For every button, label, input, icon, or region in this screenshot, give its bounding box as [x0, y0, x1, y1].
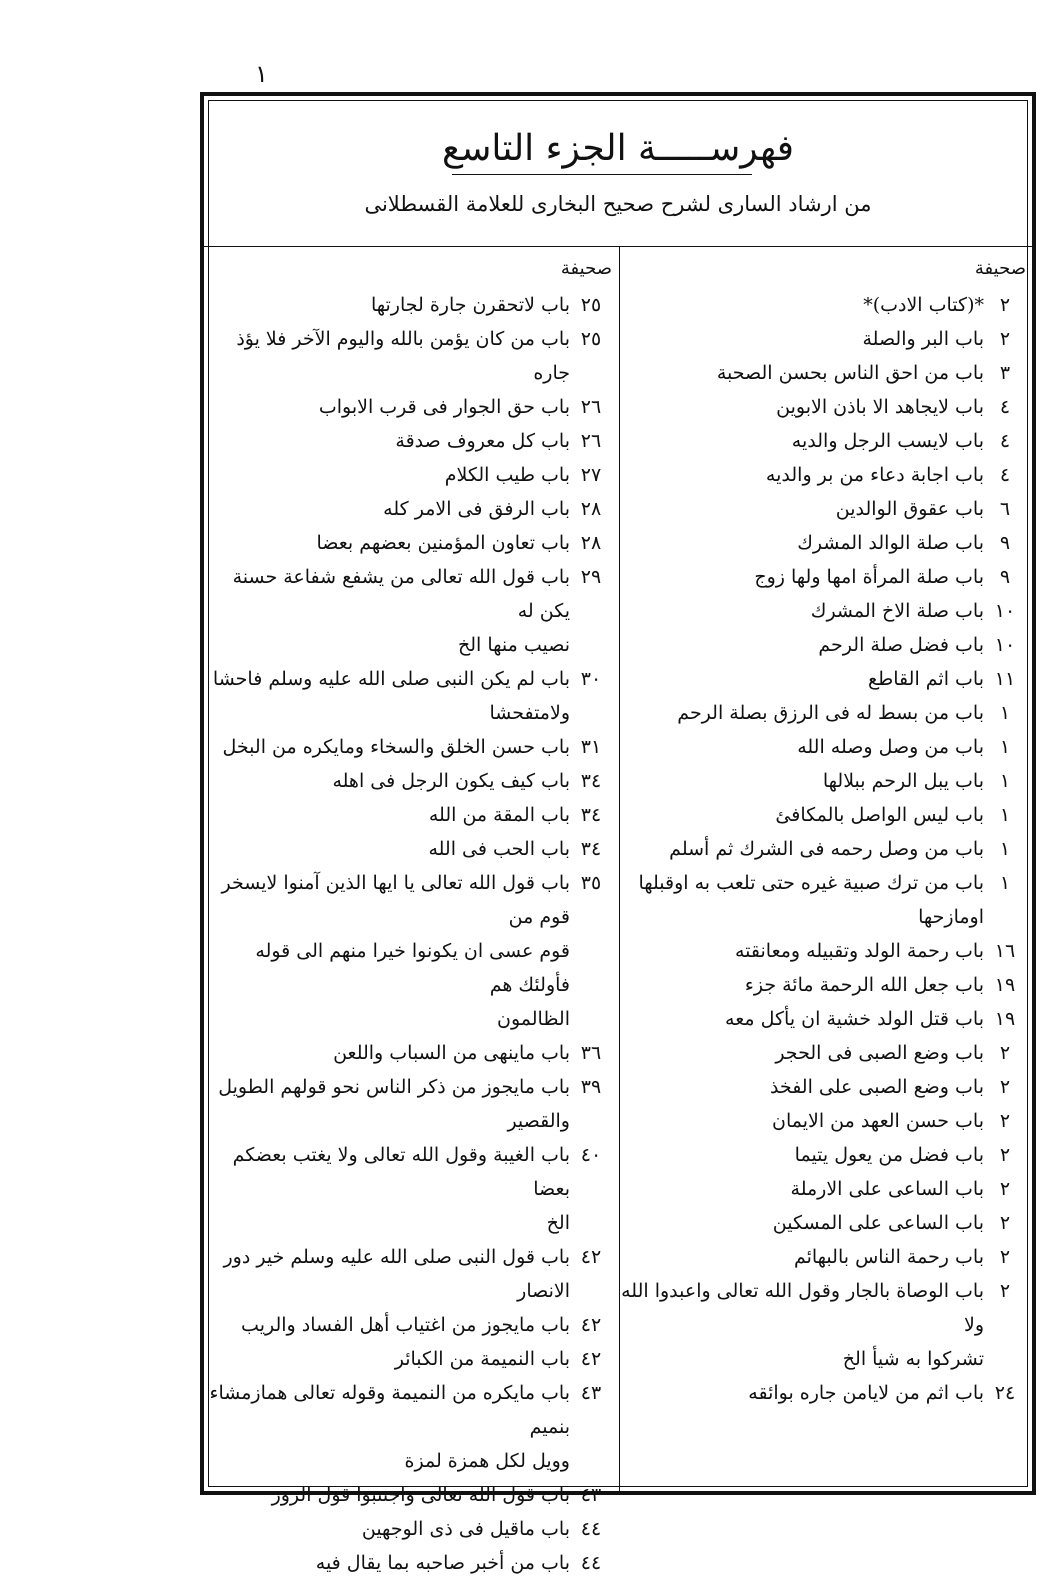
- index-entry: [208, 390, 612, 424]
- index-entry: [621, 1172, 1026, 1206]
- entry-title: باب مايكره من النميمة وقوله تعالى همازمشاء بنميم وويل لكل همزة لمزة: [209, 1382, 570, 1472]
- entry-page-number: ٢٦: [580, 430, 602, 452]
- entry-title: باب لاتحقرن جارة لجارتها: [370, 294, 570, 316]
- title-underline: [452, 174, 752, 175]
- index-entry: [621, 424, 1026, 458]
- index-entry: [621, 628, 1026, 662]
- entry-page-number: ٢٨: [580, 532, 602, 554]
- entry-title: باب صلة المرأة امها ولها زوج: [754, 566, 984, 588]
- right-column: [621, 288, 1026, 1410]
- entry-title: باب الرفق فى الامر كله: [383, 498, 570, 520]
- entry-title: باب قول الله تعالى واجتنبوا قول الزور: [271, 1484, 570, 1506]
- entry-title: باب من ترك صبية غيره حتى تلعب به اوقبلها اومازحها: [638, 872, 984, 928]
- index-entry: [621, 1376, 1026, 1410]
- entry-title: باب ماقيل فى ذى الوجهين: [361, 1518, 570, 1540]
- index-entry: [621, 1002, 1026, 1036]
- entry-title: باب من وصل وصله الله: [797, 736, 984, 758]
- entry-page-number: ٣٦: [580, 1042, 602, 1064]
- entry-page-number: ٢: [999, 1280, 1011, 1302]
- entry-title: باب وضع الصبى فى الحجر: [775, 1042, 984, 1064]
- index-entry: [208, 1070, 612, 1138]
- index-entry: [621, 390, 1026, 424]
- entry-title: باب الساعى على المسكين: [772, 1212, 984, 1234]
- entry-title: باب تعاون المؤمنين بعضهم بعضا: [316, 532, 570, 554]
- entry-page-number: ٢: [999, 294, 1011, 316]
- entry-page-number: ٢: [999, 1110, 1011, 1132]
- entry-title: باب النميمة من الكبائر: [394, 1348, 570, 1370]
- entry-title: باب رحمة الولد وتقبيله ومعانقته: [734, 940, 984, 962]
- left-column: [208, 288, 612, 1580]
- entry-page-number: ٦: [999, 498, 1011, 520]
- index-entry: [208, 798, 612, 832]
- index-entry: [208, 1138, 612, 1240]
- entry-page-number: ١: [999, 804, 1011, 826]
- entry-title: باب كيف يكون الرجل فى اهله: [332, 770, 570, 792]
- entry-page-number: ٤: [999, 430, 1011, 452]
- entry-title: باب جعل الله الرحمة مائة جزء: [744, 974, 984, 996]
- entry-page-number: ٤٢: [580, 1314, 602, 1336]
- index-entry: [208, 764, 612, 798]
- index-entry: [621, 458, 1026, 492]
- entry-page-number: ١: [999, 872, 1011, 894]
- entry-page-number: ٣٥: [580, 872, 602, 894]
- entry-page-number: ٣٤: [580, 804, 602, 826]
- page-number: ١: [255, 60, 268, 88]
- page-title: فهرســـــة الجزء التاسع: [442, 128, 794, 169]
- entry-page-number: ٢: [999, 1212, 1011, 1234]
- entry-page-number: ٣: [999, 362, 1011, 384]
- entry-title: باب الوصاة بالجار وقول الله تعالى واعبدوا الله ولا تشركوا به شيأ الخ: [621, 1280, 984, 1370]
- index-entry: [208, 1342, 612, 1376]
- entry-title: *(كتاب الادب)*: [863, 294, 984, 316]
- entry-page-number: ١٩: [994, 974, 1016, 996]
- entry-title: باب مايجوز من ذكر الناس نحو قولهم الطويل والقصير: [218, 1076, 570, 1132]
- index-entry: [208, 424, 612, 458]
- index-entry: [208, 1240, 612, 1308]
- entry-page-number: ١١: [994, 668, 1016, 690]
- page-subtitle: من ارشاد السارى لشرح صحيح البخارى للعلامة القسطلانى: [364, 192, 872, 216]
- index-entry: [621, 560, 1026, 594]
- entry-page-number: ٢٤: [994, 1382, 1016, 1404]
- index-entry: [621, 492, 1026, 526]
- index-entry: [208, 322, 612, 390]
- entry-page-number: ٤٤: [580, 1518, 602, 1540]
- entry-page-number: ٢٥: [580, 328, 602, 350]
- entry-page-number: ٤: [999, 464, 1011, 486]
- index-entry: [208, 730, 612, 764]
- entry-page-number: ٢: [999, 1076, 1011, 1098]
- entry-title: باب من وصل رحمه فى الشرك ثم أسلم: [669, 838, 984, 860]
- entry-page-number: ٣٠: [580, 668, 602, 690]
- column-divider: [619, 246, 620, 1491]
- entry-title: باب صلة الوالد المشرك: [797, 532, 984, 554]
- entry-title: باب مايجوز من اغتياب أهل الفساد والريب: [241, 1314, 570, 1336]
- index-entry: [621, 526, 1026, 560]
- entry-title: باب فضل صلة الرحم: [818, 634, 984, 656]
- index-entry: [208, 1036, 612, 1070]
- index-entry: [208, 832, 612, 866]
- left-column-header: صحيفة: [560, 258, 612, 279]
- entry-page-number: ٢: [999, 328, 1011, 350]
- index-entry: [208, 662, 612, 730]
- index-entry: [208, 1478, 612, 1512]
- entry-page-number: ١: [999, 838, 1011, 860]
- index-entry: [208, 1546, 612, 1580]
- index-entry: [621, 662, 1026, 696]
- index-entry: [621, 1104, 1026, 1138]
- entry-title: باب الساعى على الارملة: [790, 1178, 984, 1200]
- index-entry: [621, 288, 1026, 322]
- entry-page-number: ١: [999, 702, 1011, 724]
- index-entry: [208, 1376, 612, 1478]
- entry-page-number: ٣٩: [580, 1076, 602, 1098]
- entry-page-number: ٣٤: [580, 770, 602, 792]
- entry-page-number: ٩: [999, 532, 1011, 554]
- entry-title: باب طيب الكلام: [444, 464, 570, 486]
- index-entry: [621, 1036, 1026, 1070]
- entry-title: باب ماينهى من السباب واللعن: [333, 1042, 570, 1064]
- entry-title: باب من أخبر صاحبه بما يقال فيه: [315, 1552, 570, 1574]
- entry-page-number: ١: [999, 770, 1011, 792]
- entry-title: باب قتل الولد خشية ان يأكل معه: [725, 1008, 984, 1030]
- right-column-header: صحيفة: [974, 258, 1026, 279]
- entry-page-number: ١٦: [994, 940, 1016, 962]
- entry-title: باب فضل من يعول يتيما: [794, 1144, 984, 1166]
- entry-title: باب اثم القاطع: [868, 668, 984, 690]
- index-entry: [208, 560, 612, 662]
- index-entry: [621, 1206, 1026, 1240]
- entry-title: باب من كان يؤمن بالله واليوم الآخر فلا يؤذ جاره: [236, 328, 570, 384]
- index-entry: [621, 832, 1026, 866]
- entry-page-number: ١: [999, 736, 1011, 758]
- entry-page-number: ١٩: [994, 1008, 1016, 1030]
- entry-title: باب حسن العهد من الايمان: [771, 1110, 984, 1132]
- entry-title: باب لم يكن النبى صلى الله عليه وسلم فاحشا ولامتفحشا: [212, 668, 570, 724]
- entry-page-number: ٢: [999, 1144, 1011, 1166]
- header-divider: [204, 246, 1032, 247]
- entry-page-number: ٢: [999, 1178, 1011, 1200]
- entry-title: باب حسن الخلق والسخاء ومايكره من البخل: [222, 736, 570, 758]
- entry-page-number: ٤٢: [580, 1246, 602, 1268]
- index-entry: [621, 594, 1026, 628]
- entry-title: باب الحب فى الله: [428, 838, 570, 860]
- entry-page-number: ٣٤: [580, 838, 602, 860]
- entry-page-number: ٢: [999, 1042, 1011, 1064]
- entry-title: باب من بسط له فى الرزق بصلة الرحم: [677, 702, 984, 724]
- index-entry: [621, 1070, 1026, 1104]
- entry-title: باب اجابة دعاء من بر والديه: [765, 464, 984, 486]
- index-entry: [208, 866, 612, 1036]
- index-entry: [621, 866, 1026, 934]
- index-entry: [208, 288, 612, 322]
- entry-page-number: ١٠: [994, 600, 1016, 622]
- index-entry: [621, 764, 1026, 798]
- entry-page-number: ٢٨: [580, 498, 602, 520]
- index-entry: [621, 322, 1026, 356]
- entry-page-number: ٢: [999, 1246, 1011, 1268]
- entry-page-number: ٢٩: [580, 566, 602, 588]
- entry-page-number: ٢٦: [580, 396, 602, 418]
- entry-page-number: ٢٥: [580, 294, 602, 316]
- entry-title: باب يبل الرحم ببلالها: [822, 770, 984, 792]
- index-frame: [200, 92, 1036, 1574]
- index-entry: [208, 1308, 612, 1342]
- entry-title: باب قول النبى صلى الله عليه وسلم خير دور الانصار: [223, 1246, 570, 1302]
- index-entry: [208, 526, 612, 560]
- entry-title: باب اثم من لايامن جاره بوائقه: [748, 1382, 984, 1404]
- entry-title: باب وضع الصبى على الفخذ: [769, 1076, 984, 1098]
- index-entry: [621, 934, 1026, 968]
- index-entry: [208, 458, 612, 492]
- entry-page-number: ٤: [999, 396, 1011, 418]
- entry-title: باب من احق الناس بحسن الصحبة: [716, 362, 984, 384]
- entry-title: باب عقوق الوالدين: [835, 498, 984, 520]
- entry-page-number: ٩: [999, 566, 1011, 588]
- index-entry: [621, 730, 1026, 764]
- entry-page-number: ٤٠: [580, 1144, 602, 1166]
- entry-page-number: ٤٢: [580, 1348, 602, 1370]
- index-entry: [621, 1138, 1026, 1172]
- entry-title: باب صلة الاخ المشرك: [810, 600, 984, 622]
- entry-title: باب كل معروف صدقة: [395, 430, 570, 452]
- entry-title: باب الغيبة وقول الله تعالى ولا يغتب بعضكم بعضا الخ: [232, 1144, 570, 1234]
- entry-page-number: ٤٣: [580, 1382, 602, 1404]
- entry-page-number: ٤٣: [580, 1484, 602, 1506]
- entry-title: باب لايسب الرجل والديه: [791, 430, 984, 452]
- entry-title: باب البر والصلة: [862, 328, 984, 350]
- entry-page-number: ٣١: [580, 736, 602, 758]
- entry-title: باب قول الله تعالى من يشفع شفاعة حسنة يكن له نصيب منها الخ: [232, 566, 570, 656]
- entry-page-number: ٤٤: [580, 1552, 602, 1574]
- entry-page-number: ١٠: [994, 634, 1016, 656]
- index-entry: [208, 1512, 612, 1546]
- entry-title: باب حق الجوار فى قرب الابواب: [318, 396, 570, 418]
- index-entry: [621, 968, 1026, 1002]
- entry-page-number: ٢٧: [580, 464, 602, 486]
- entry-title: باب قول الله تعالى يا ايها الذين آمنوا لايسخر قوم من قوم عسى ان يكونوا خيرا منهم الى قوله فأولئك هم الظالمون: [221, 872, 570, 1030]
- entry-title: باب ليس الواصل بالمكافئ: [775, 804, 984, 826]
- index-entry: [621, 1240, 1026, 1274]
- entry-title: باب لايجاهد الا باذن الابوين: [776, 396, 984, 418]
- index-entry: [621, 356, 1026, 390]
- entry-title: باب رحمة الناس بالبهائم: [793, 1246, 984, 1268]
- index-entry: [621, 798, 1026, 832]
- index-entry: [621, 696, 1026, 730]
- index-entry: [621, 1274, 1026, 1376]
- entry-title: باب المقة من الله: [428, 804, 570, 826]
- index-entry: [208, 492, 612, 526]
